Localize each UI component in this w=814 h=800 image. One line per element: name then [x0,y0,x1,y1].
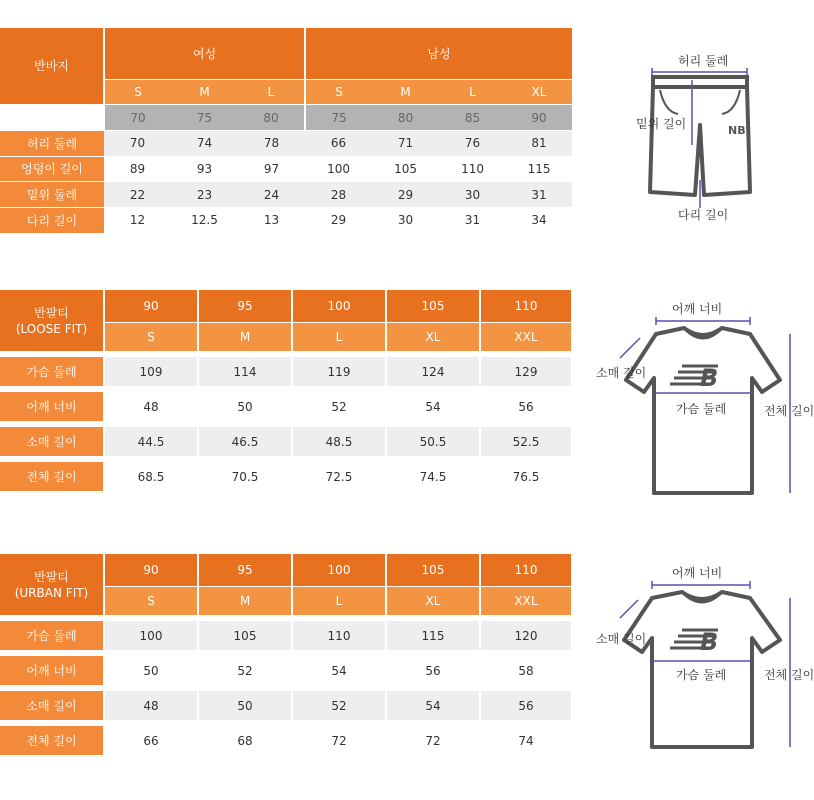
row-label: 전체 길이 [0,459,104,494]
table-cell: 54 [386,688,480,723]
table-cell: 50 [198,389,292,424]
tee-urban-title [0,554,104,618]
size-code: 90 [104,290,198,322]
table-row [0,156,572,182]
table-cell: 109 [104,354,198,389]
table-cell: 48 [104,389,198,424]
waist-code: 80 [372,105,439,131]
table-cell: 29 [372,182,439,208]
table-cell: 34 [506,207,572,233]
table-cell: 105 [198,618,292,653]
table-cell: 115 [506,156,572,182]
table-cell: 120 [480,618,572,653]
row-label: 다리 길이 [0,207,104,233]
table-cell: 97 [238,156,305,182]
table-row [0,688,572,723]
table-cell: 68.5 [104,459,198,494]
row-label: 가슴 둘레 [0,354,104,389]
sleeve-label: 소매 길이 [596,632,647,646]
table-cell: 52 [292,389,386,424]
table-cell: 100 [305,156,372,182]
table-row [0,723,572,758]
size-header: S [104,79,171,105]
table-cell: 54 [292,653,386,688]
svg-text:NB: NB [728,124,746,137]
table-cell: 52.5 [480,424,572,459]
tee-loose-title [0,290,104,354]
table-row [0,459,572,494]
table-row [0,389,572,424]
total-label: 전체 길이 [764,668,814,682]
size-header: M [372,79,439,105]
table-cell: 28 [305,182,372,208]
table-cell: 48.5 [292,424,386,459]
table-cell: 29 [305,207,372,233]
tshirt-outline-icon [590,562,800,762]
tee-urban-size-table [0,554,573,761]
waist-code: 90 [506,105,572,131]
table-cell: 48 [104,688,198,723]
table-cell: 58 [480,653,572,688]
shorts-diagram [620,50,800,225]
row-label: 어깨 너비 [0,389,104,424]
table-cell: 12.5 [171,207,238,233]
table-cell: 13 [238,207,305,233]
table-cell: 56 [480,688,572,723]
sleeve-label: 소매 길이 [596,366,647,380]
row-label: 가슴 둘레 [0,618,104,653]
size-header: S [305,79,372,105]
size-code: 110 [480,554,572,586]
table-cell: 50 [104,653,198,688]
row-label: 밑위 둘레 [0,182,104,208]
size-code: 90 [104,554,198,586]
size-code: 100 [292,290,386,322]
table-cell: 100 [104,618,198,653]
table-cell: 70.5 [198,459,292,494]
table-row [0,130,572,156]
size-code: 95 [198,290,292,322]
row-label: 어깨 너비 [0,653,104,688]
table-cell: 78 [238,130,305,156]
group-men: 남성 [305,28,572,79]
table-row [0,653,572,688]
size-code: 105 [386,290,480,322]
table-cell: 72.5 [292,459,386,494]
size-header: M [198,322,292,354]
table-cell: 22 [104,182,171,208]
waist-code: 85 [439,105,506,131]
table-cell: 50 [198,688,292,723]
size-header: XL [386,586,480,618]
total-label: 전체 길이 [764,404,814,418]
title-line: 반팔티 [34,305,69,320]
row-label: 소매 길이 [0,688,104,723]
table-cell: 50.5 [386,424,480,459]
table-cell: 12 [104,207,171,233]
shorts-outline-icon [620,50,800,225]
table-cell: 66 [104,723,198,758]
waist-code: 80 [238,105,305,131]
svg-text:B: B [700,628,719,656]
group-women: 여성 [104,28,305,79]
table-cell: 81 [506,130,572,156]
title-line: (LOOSE FIT) [15,321,88,336]
tee-loose-size-table [0,290,573,497]
table-cell: 46.5 [198,424,292,459]
table-cell: 72 [386,723,480,758]
size-code: 110 [480,290,572,322]
size-header: XL [386,322,480,354]
new-balance-logo-icon [670,628,718,656]
table-cell: 76.5 [480,459,572,494]
table-cell: 105 [372,156,439,182]
leg-label: 다리 길이 [678,208,729,222]
table-cell: 71 [372,130,439,156]
size-header: L [238,79,305,105]
size-header: L [439,79,506,105]
table-cell: 93 [171,156,238,182]
table-cell: 70 [104,130,171,156]
table-row [0,424,572,459]
table-row [0,618,572,653]
size-header: S [104,322,198,354]
table-cell: 56 [386,653,480,688]
table-cell: 68 [198,723,292,758]
table-cell: 89 [104,156,171,182]
table-cell: 74 [480,723,572,758]
table-cell: 54 [386,389,480,424]
waist-code: 70 [104,105,171,131]
table-cell: 24 [238,182,305,208]
table-row [0,207,572,233]
table-cell: 129 [480,354,572,389]
row-label: 전체 길이 [0,723,104,758]
table-cell: 74.5 [386,459,480,494]
title-line: (URBAN FIT) [14,585,89,600]
size-header: M [171,79,238,105]
size-header: M [198,586,292,618]
table-cell: 30 [372,207,439,233]
size-header: XL [506,79,572,105]
size-code: 105 [386,554,480,586]
table-row [0,354,572,389]
table-cell: 52 [198,653,292,688]
waist-label: 허리 둘레 [678,54,729,68]
table-cell: 74 [171,130,238,156]
table-cell: 119 [292,354,386,389]
row-label: 소매 길이 [0,424,104,459]
table-cell: 44.5 [104,424,198,459]
table-cell: 110 [439,156,506,182]
table-cell: 52 [292,688,386,723]
rise-label: 밑위 길이 [636,117,687,131]
table-cell: 30 [439,182,506,208]
table-cell: 56 [480,389,572,424]
table-cell: 31 [439,207,506,233]
size-header: S [104,586,198,618]
shoulder-label: 어깨 너비 [672,302,723,316]
row-label: 허리 둘레 [0,130,104,156]
waist-code: 75 [171,105,238,131]
size-code: 95 [198,554,292,586]
table-cell: 114 [198,354,292,389]
size-header: L [292,586,386,618]
title-line: 반팔티 [34,569,69,584]
shorts-title: 반바지 [0,28,104,105]
chest-label: 가슴 둘레 [676,402,727,416]
new-balance-logo-icon [670,364,718,392]
tee-urban-diagram [590,562,814,762]
size-header: XXL [480,322,572,354]
table-cell: 72 [292,723,386,758]
table-cell: 66 [305,130,372,156]
shorts-size-table [0,28,572,234]
table-cell: 31 [506,182,572,208]
svg-text:B: B [700,364,719,392]
waist-code: 75 [305,105,372,131]
table-row [0,182,572,208]
table-cell: 124 [386,354,480,389]
size-header: XXL [480,586,572,618]
tee-loose-diagram [590,298,814,508]
table-cell: 115 [386,618,480,653]
size-header: L [292,322,386,354]
table-cell: 110 [292,618,386,653]
row-label: 엉덩이 길이 [0,156,104,182]
table-cell: 76 [439,130,506,156]
table-cell: 23 [171,182,238,208]
shoulder-label: 어깨 너비 [672,566,723,580]
chest-label: 가슴 둘레 [676,668,727,682]
size-code: 100 [292,554,386,586]
